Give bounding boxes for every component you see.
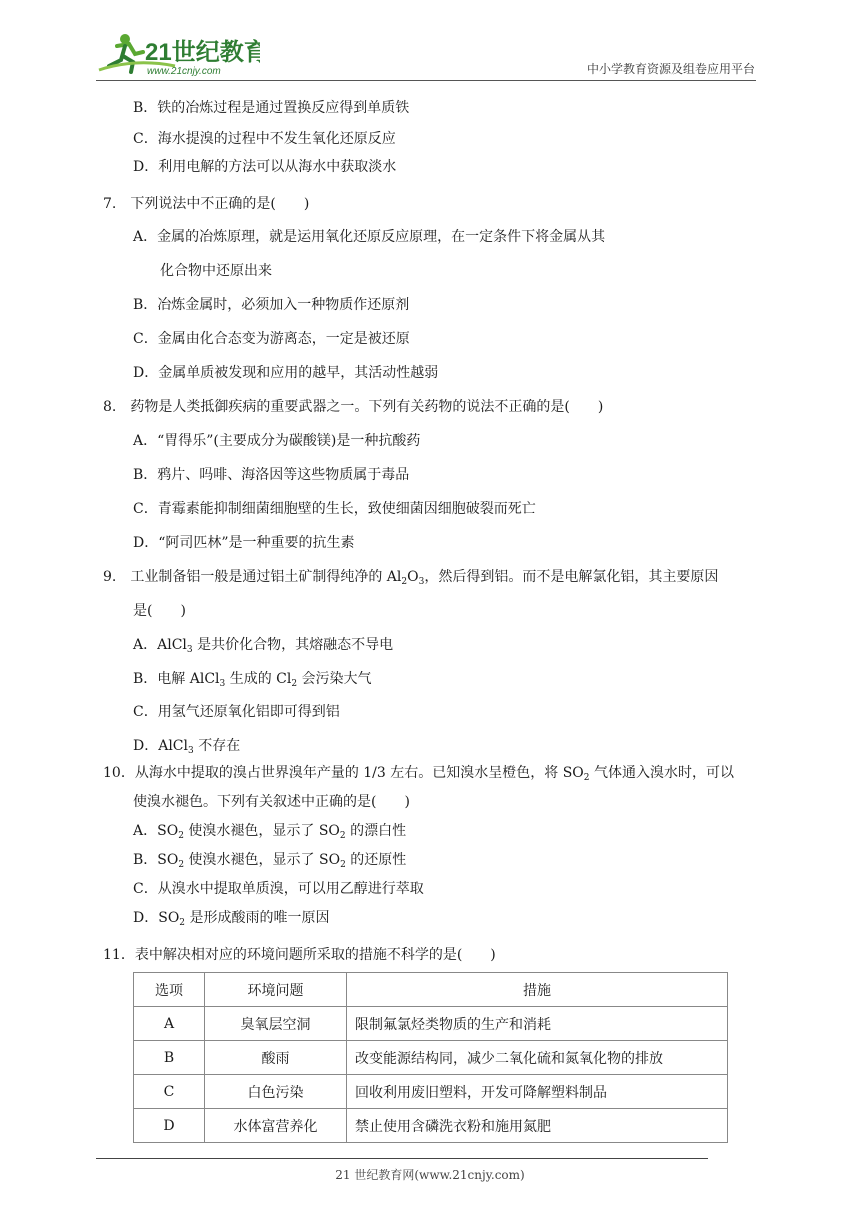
q9-option-b: B．电解 AlCl$_3$ 生成的 $Cl_2$ 会污染大气 [133,671,372,689]
q7-stem: 7. 下列说法中不正确的是( ) [103,196,310,212]
q7-option-a-cont: 化合物中还原出来 [160,263,272,279]
q7-option-c: C．金属由化合态变为游离态，一定是被还原 [133,331,410,347]
table-cell-option: A [134,1007,205,1041]
q10-stem-cont: 使溴水褪色。下列有关叙述中正确的是( ) [133,794,410,810]
q8-option-b: B．鸦片、吗啡、海洛因等这些物质属于毒品 [133,467,410,483]
table-cell-problem: 酸雨 [205,1041,347,1075]
q7-option-a: A．金属的冶炼原理，就是运用氧化还原反应原理，在一定条件下将金属从其 [133,229,606,245]
table-row [134,1007,728,1041]
q6-option-b: B．铁的冶炼过程是通过置换反应得到单质铁 [133,100,410,116]
q8-stem: 8. 药物是人类抵御疾病的重要武器之一。下列有关药物的说法不正确的是( ) [103,399,604,415]
q10-option-b: B．$SO_2$ 使溴水褪色，显示了 $SO_2$ 的还原性 [133,852,407,870]
table-cell-option: D [134,1109,205,1143]
table-cell-measure: 禁止使用含磷洗衣粉和施用氮肥 [347,1109,728,1143]
q9-stem-cont: 是( ) [133,603,186,619]
q7-option-d: D．金属单质被发现和应用的越早，其活动性越弱 [133,365,439,381]
table-cell-measure: 改变能源结构同，减少二氧化硫和氮氧化物的排放 [347,1041,728,1075]
table-cell-option: C [134,1075,205,1109]
header-divider [96,80,756,81]
q9-option-d: D．AlCl$_3$ 不存在 [133,738,241,756]
table-row [134,1109,728,1143]
table-row [134,1041,728,1075]
table-cell-measure: 回收利用废旧塑料，开发可降解塑料制品 [347,1075,728,1109]
table-cell-measure: 限制氟氯烃类物质的生产和消耗 [347,1007,728,1041]
table-cell-option: B [134,1041,205,1075]
q6-option-d: D．利用电解的方法可以从海水中获取淡水 [133,159,397,175]
q6-option-c: C．海水提溴的过程中不发生氧化还原反应 [133,131,396,147]
q9-option-a: A．AlCl$_3$ 是共价化合物，其熔融态不导电 [133,637,394,655]
site-logo [95,30,260,80]
table-cell-problem: 臭氧层空洞 [205,1007,347,1041]
q8-option-c: C．青霉素能抑制细菌细胞壁的生长，致使细菌因细胞破裂而死亡 [133,501,536,517]
q11-stem: 11．表中解决相对应的环境问题所采取的措施不科学的是( ) [103,947,496,963]
q10-option-d: D．$SO_2$ 是形成酸雨的唯一原因 [133,910,330,928]
footer-source: 21 世纪教育网(www.21cnjy.com) [335,1168,525,1182]
table-row [134,1075,728,1109]
q9-option-c: C．用氢气还原氧化铝即可得到铝 [133,704,340,720]
environment-measures-table [133,972,728,1143]
table-header-problem: 环境问题 [205,973,347,1007]
q7-option-b: B．冶炼金属时，必须加入一种物质作还原剂 [133,297,410,313]
table-cell-problem: 白色污染 [205,1075,347,1109]
q8-option-a: A．“胃得乐”(主要成分为碳酸镁)是一种抗酸药 [133,433,421,449]
header-platform-name: 中小学教育资源及组卷应用平台 [586,62,755,76]
svg-text:21世纪教育: 21世纪教育 [145,39,260,66]
q10-stem: 10．从海水中提取的溴占世界溴年产量的 1/3 左右。已知溴水呈橙色，将 $SO_2$ 气体通入溴水时，可以 [103,765,734,783]
table-cell-problem: 水体富营养化 [205,1109,347,1143]
footer-divider [96,1158,708,1159]
table-header-measure: 措施 [347,973,728,1007]
q10-option-c: C．从溴水中提取单质溴，可以用乙醇进行萃取 [133,881,424,897]
q9-stem: 9. 工业制备铝一般是通过铝土矿制得纯净的 $Al_2O_3$，然后得到铝。而不是电解氯化铝，其主要原因 [103,569,719,587]
q10-option-a: A．$SO_2$ 使溴水褪色，显示了 $SO_2$ 的漂白性 [133,823,407,841]
table-header-option: 选项 [134,973,205,1007]
q8-option-d: D．“阿司匹林”是一种重要的抗生素 [133,535,355,551]
svg-text:www.21cnjy.com: www.21cnjy.com [147,66,221,77]
table-header-row [134,973,728,1007]
